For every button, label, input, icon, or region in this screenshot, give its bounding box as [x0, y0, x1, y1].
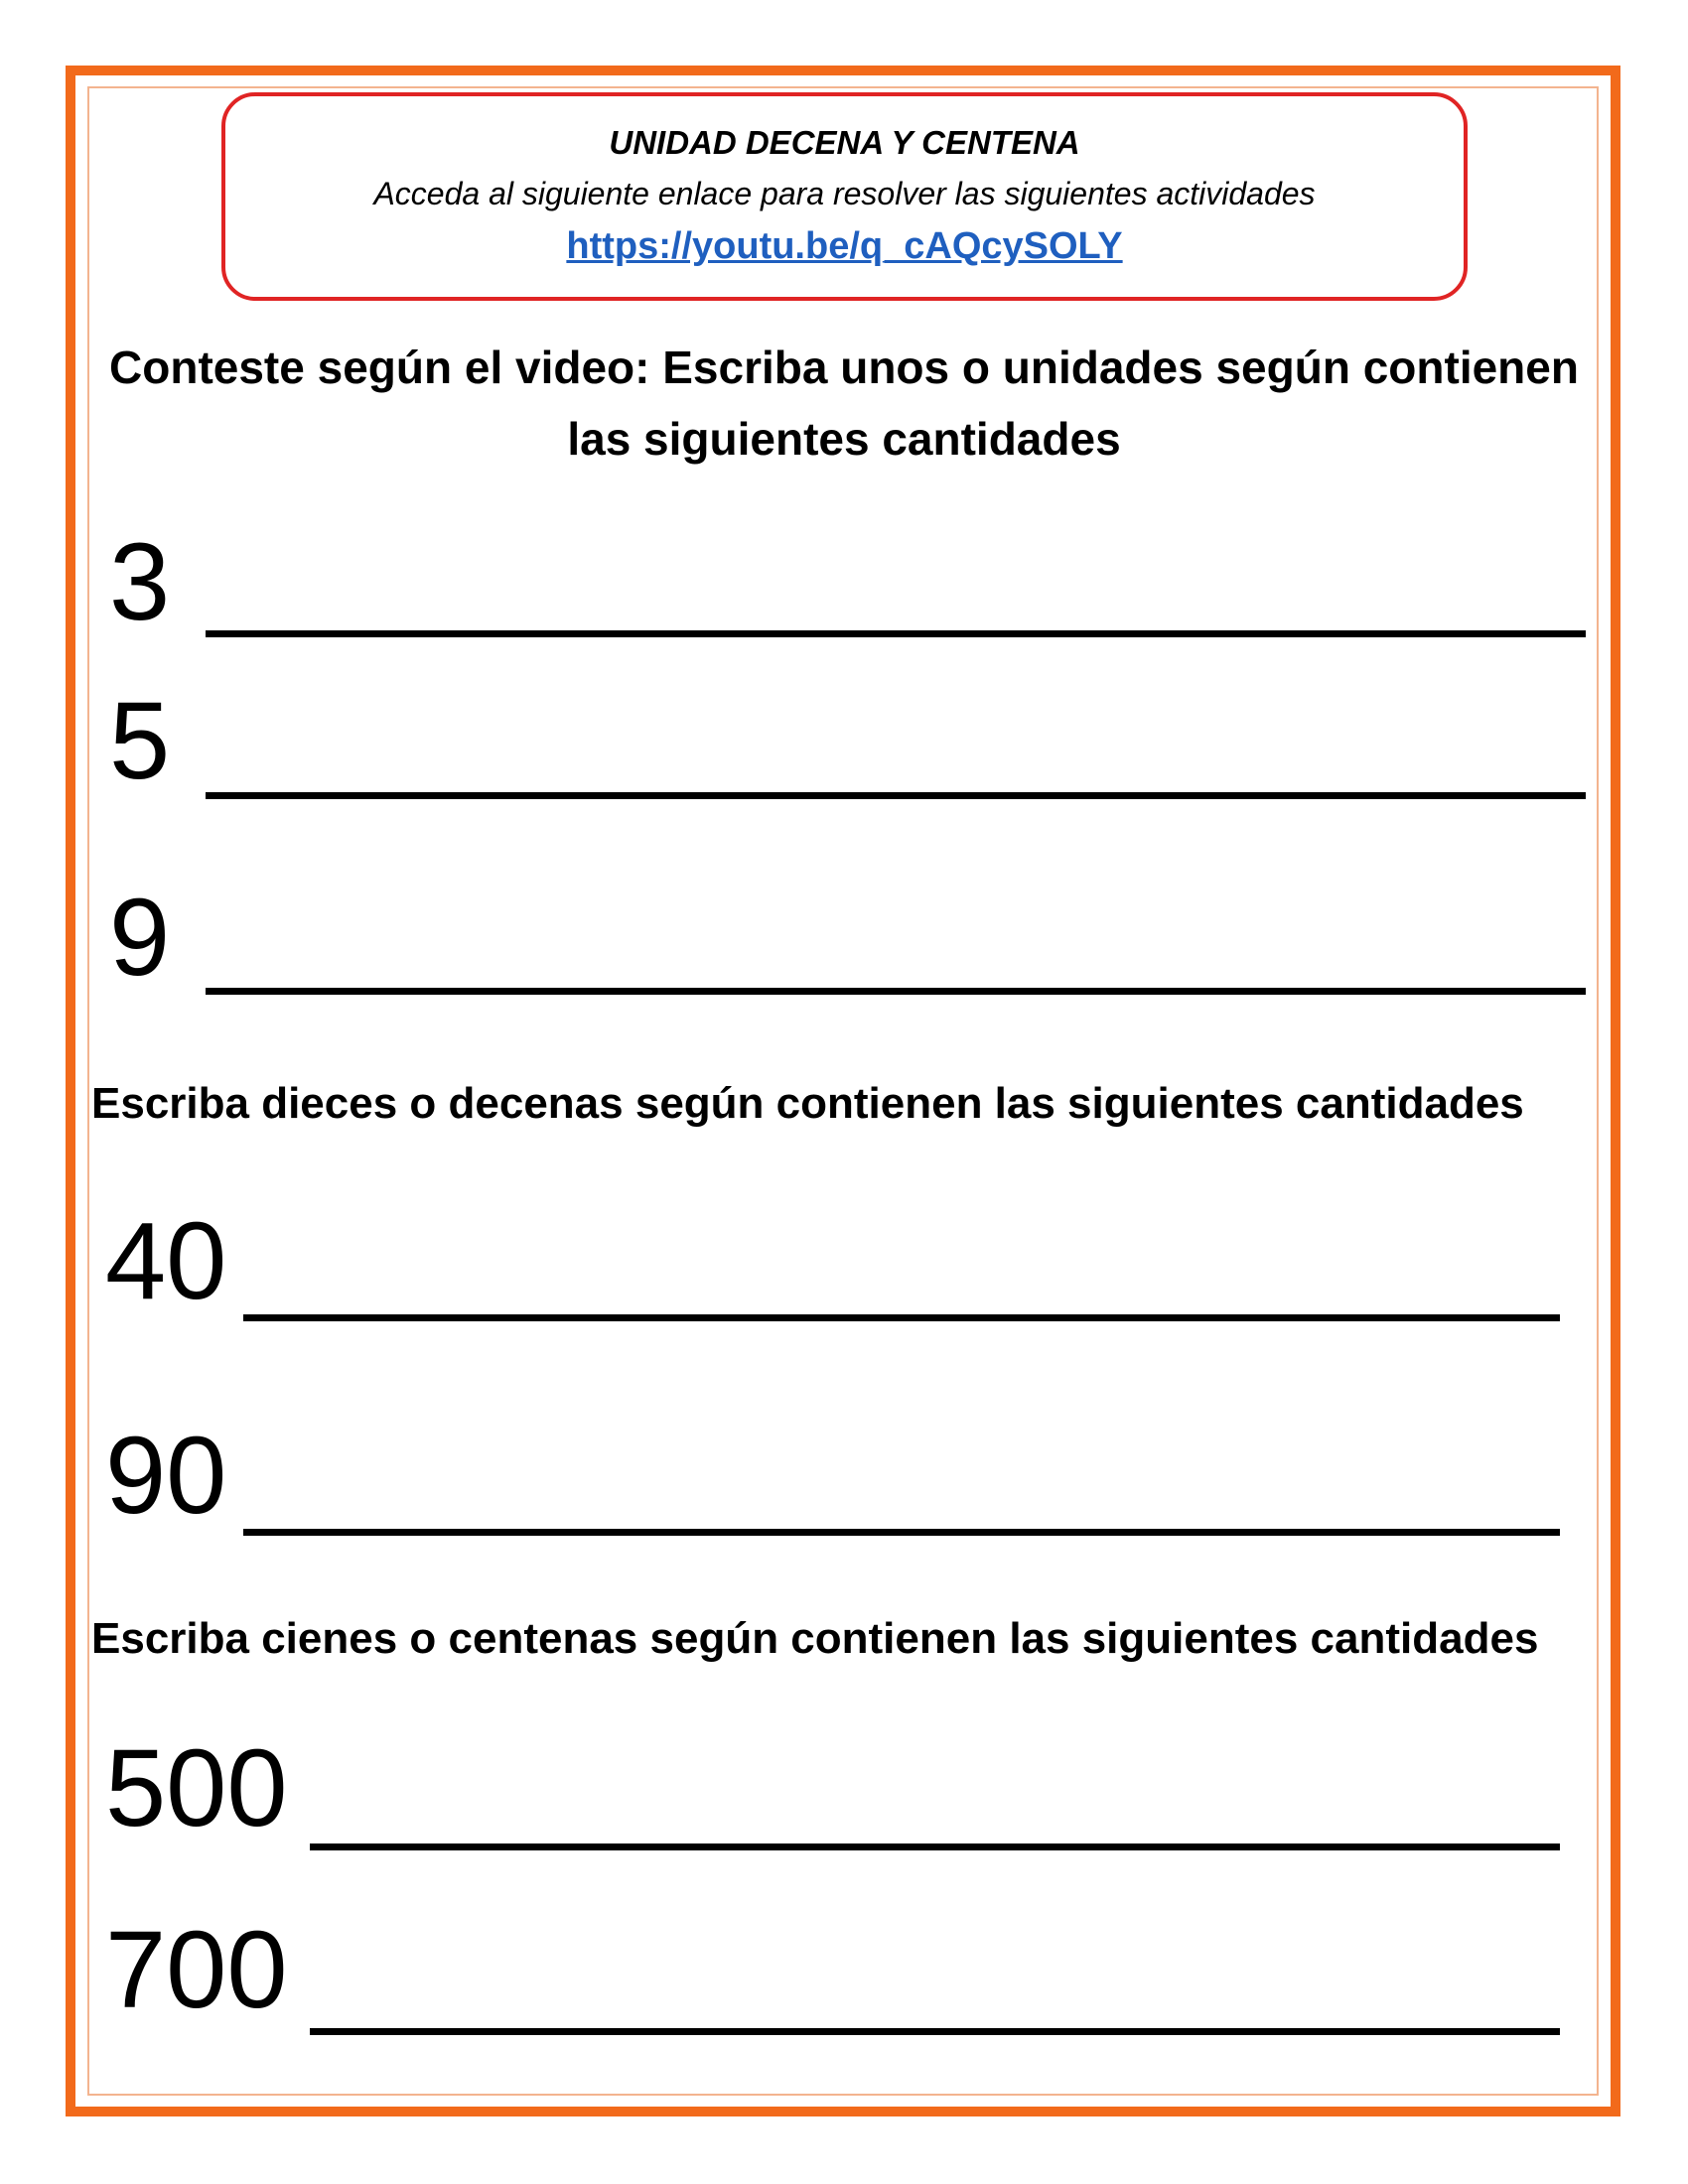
units-number-1: 3: [109, 521, 171, 643]
video-link[interactable]: https://youtu.be/q_cAQcySOLY: [566, 225, 1123, 267]
units-answer-line-1[interactable]: [206, 630, 1586, 637]
hundreds-number-2: 700: [105, 1909, 288, 2031]
units-answer-line-2[interactable]: [206, 792, 1586, 799]
main-instruction-line-2: las siguientes cantidades: [567, 413, 1121, 465]
tens-answer-line-2[interactable]: [243, 1529, 1560, 1536]
main-instruction-line-1: Conteste según el video: Escriba unos o unidades según contienen: [109, 341, 1579, 393]
tens-answer-line-1[interactable]: [243, 1314, 1560, 1321]
header-subtitle: Acceda al siguiente enlace para resolver las siguientes actividades: [373, 176, 1316, 211]
header-title: UNIDAD DECENA Y CENTENA: [609, 124, 1080, 161]
hundreds-number-1: 500: [105, 1727, 288, 1849]
units-number-2: 5: [109, 680, 171, 802]
header-box: [221, 92, 1468, 301]
tens-number-1: 40: [105, 1200, 227, 1322]
tens-heading: Escriba dieces o decenas según contienen las siguientes cantidades: [91, 1079, 1524, 1128]
hundreds-heading: Escriba cienes o centenas según contienen las siguientes cantidades: [91, 1614, 1539, 1663]
main-instruction: [99, 332, 1589, 475]
hundreds-answer-line-2[interactable]: [310, 2028, 1560, 2035]
units-answer-line-3[interactable]: [206, 988, 1586, 995]
hundreds-answer-line-1[interactable]: [310, 1843, 1560, 1850]
tens-number-2: 90: [105, 1415, 227, 1537]
units-number-3: 9: [109, 877, 171, 999]
